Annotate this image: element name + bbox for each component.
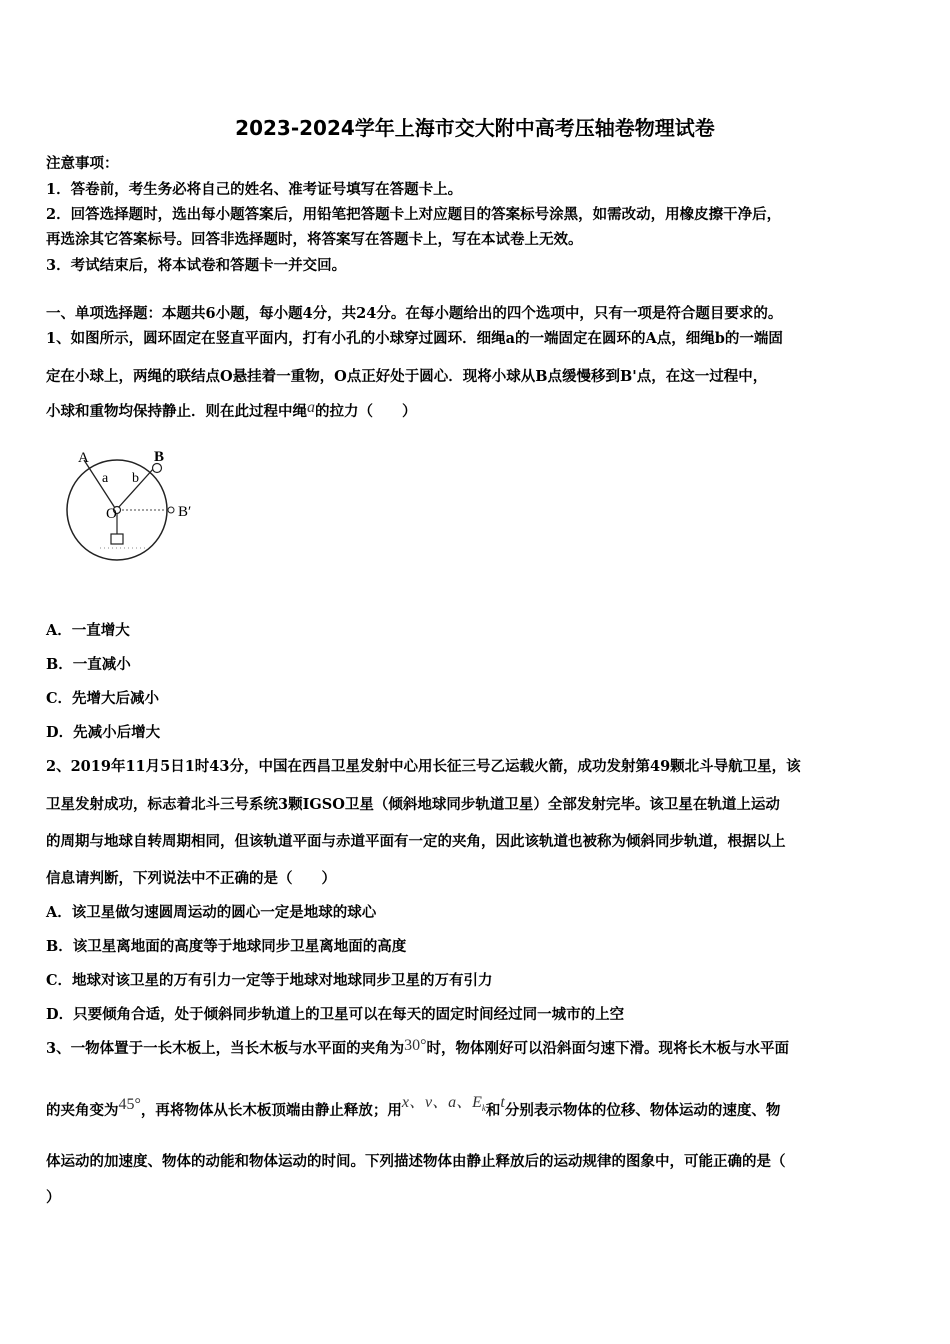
notice-item: 3．考试结束后，将本试卷和答题卡一并交回。: [46, 257, 347, 274]
q3-var-ek: [472, 1094, 486, 1114]
label-bprime: B′: [178, 504, 192, 520]
q3-line1: [46, 1037, 908, 1058]
q1-option-b: B．一直减小: [46, 656, 131, 673]
q2-option-a: A．该卫星做匀速圆周运动的圆心一定是地球的球心: [46, 904, 377, 921]
notice-item: 1．答卷前，考生务必将自己的姓名、准考证号填写在答题卡上。: [46, 181, 463, 198]
q3-ek-e: E: [472, 1094, 482, 1111]
q2-option-d: D．只要倾角合适，处于倾斜同步轨道上的卫星可以在每天的固定时间经过同一城市的上空: [46, 1006, 625, 1023]
q2-line: 2、2019年11月5日1时43分，中国在西昌卫星发射中心用长征三号乙运载火箭，成功发射第49颗北斗导航卫星，该: [46, 758, 801, 775]
q1-option-a: A．一直增大: [46, 622, 130, 639]
label-a-point: A: [78, 450, 89, 466]
q3-l2-mid: ，再将物体从长木板顶端由静止释放；用: [140, 1102, 402, 1119]
page-title: 2023-2024学年上海市交大附中高考压轴卷物理试卷: [235, 116, 715, 140]
section-heading: 一、单项选择题：本题共6小题，每小题4分，共24分。在每小题给出的四个选项中，只有一项是符合题目要求的。: [46, 305, 783, 322]
q3-vars: x、v、a、: [401, 1094, 473, 1111]
notice-item: 再选涂其它答案标号。回答非选择题时，将答案写在答题卡上，写在本试卷上无效。: [46, 231, 583, 248]
notice-item: 2．回答选择题时，选出每小题答案后，用铅笔把答题卡上对应题目的答案标号涂黑，如需改动，用橡皮擦干净后，: [46, 206, 782, 223]
q3-angle-30: 30°: [404, 1037, 427, 1054]
q2-line: 的周期与地球自转周期相同，但该轨道平面与赤道平面有一定的夹角，因此该轨道也被称为倾斜同步轨道，根据以上: [46, 833, 786, 850]
label-o: O: [106, 506, 117, 522]
q1-ring-diagram: [62, 438, 222, 578]
q2-option-c: C．地球对该卫星的万有引力一定等于地球对地球同步卫星的万有引力: [46, 972, 493, 989]
label-b-string: b: [132, 471, 139, 486]
q3-l2-and: 和: [485, 1102, 501, 1119]
q2-option-b: B．该卫星离地面的高度等于地球同步卫星离地面的高度: [46, 938, 407, 955]
q3-l1-post: 时，物体刚好可以沿斜面匀速下滑。现将长木板与水平面: [426, 1040, 789, 1057]
q2-line: 卫星发射成功，标志着北斗三号系统3颗IGSO卫星（倾斜地球同步轨道卫星）全部发射完毕。该卫星在轨道上运动: [46, 796, 780, 813]
q1-option-c: C．先增大后减小: [46, 690, 160, 707]
string-a: [84, 460, 115, 508]
q3-l1-pre: 3、一物体置于一长木板上，当长木板与水平面的夹角为: [46, 1040, 405, 1057]
q1-option-d: D．先减小后增大: [46, 724, 161, 741]
label-a-string: a: [102, 471, 109, 486]
point-bprime: [168, 507, 174, 513]
q3-line2: [46, 1094, 908, 1121]
q3-line3: 体运动的加速度、物体的动能和物体运动的时间。下列描述物体由静止释放后的运动规律的图象中，可能正确的是（: [46, 1153, 786, 1170]
q3-angle-45: 45°: [118, 1096, 141, 1113]
q3-l2-pre: 的夹角变为: [46, 1102, 119, 1119]
q3-var-t: t: [500, 1094, 505, 1111]
q3-ek-k: k: [481, 1103, 486, 1114]
q1-line: [46, 400, 908, 421]
q1-line: 1、如图所示，圆环固定在竖直平面内，打有小孔的小球穿过圆环．细绳a的一端固定在圆环的A点，细绳b的一端固: [46, 330, 783, 347]
label-b-point: B: [154, 449, 165, 465]
q3-line4: ）: [46, 1189, 61, 1206]
q1-line3-post: 的拉力（ ）: [315, 403, 417, 420]
notice-heading: 注意事项：: [46, 155, 119, 172]
q3-l2-post: 分别表示物体的位移、物体运动的速度、物: [504, 1102, 781, 1119]
q1-var-a: a: [307, 399, 315, 416]
q2-line: 信息请判断，下列说法中不正确的是（ ）: [46, 870, 336, 887]
q1-line3-pre: 小球和重物均保持静止．则在此过程中绳: [46, 403, 307, 420]
weight-block: [111, 534, 123, 544]
q1-line: 定在小球上，两绳的联结点O悬挂着一重物，O点正好处于圆心．现将小球从B点缓慢移到B'点，在这一过程中，: [46, 368, 768, 385]
